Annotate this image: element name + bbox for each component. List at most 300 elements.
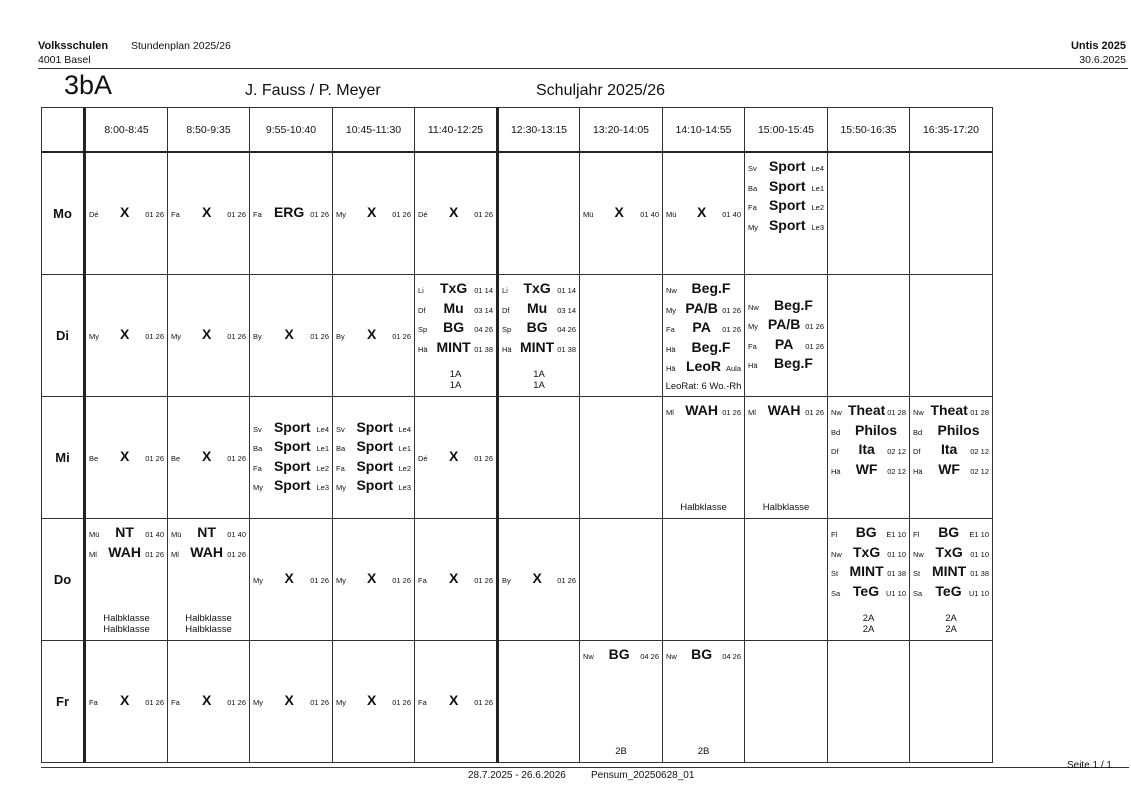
lesson-line xyxy=(89,448,164,468)
room-code: 01 38 xyxy=(970,569,989,578)
subject-code: X xyxy=(366,203,377,220)
lesson-cell xyxy=(745,397,828,519)
subject-code: Ita xyxy=(940,441,958,457)
room-code: Le3 xyxy=(316,483,329,492)
lesson-line xyxy=(666,358,741,378)
lesson-cell xyxy=(745,519,828,641)
group-label: Halbklasse xyxy=(103,623,150,635)
lesson-cell xyxy=(910,152,993,275)
period-header: 15:50-16:35 xyxy=(828,108,910,153)
cell-note: LeoRat: 6 Wo.-Rh xyxy=(665,381,742,392)
room-code: Le2 xyxy=(398,463,411,473)
teacher-code: Fl xyxy=(913,530,920,539)
lesson-line xyxy=(336,692,411,712)
room-code: 01 26 xyxy=(310,575,329,585)
teacher-code: My xyxy=(748,322,758,331)
lesson-line xyxy=(418,204,493,224)
group-label: Halbklasse xyxy=(185,623,232,635)
teacher-code: Nw xyxy=(831,408,842,417)
teacher-code: Nw xyxy=(666,652,677,661)
lesson-line xyxy=(913,441,989,461)
room-code: 03 14 xyxy=(557,305,576,315)
lesson-line xyxy=(253,477,329,497)
teacher-code: Sv xyxy=(253,424,262,434)
room-code: Le3 xyxy=(398,483,411,492)
subject-code: BG xyxy=(443,319,465,335)
room-code: 01 28 xyxy=(887,408,906,417)
subject-code: BG xyxy=(608,646,630,662)
lesson-line xyxy=(418,692,493,712)
lesson-line xyxy=(666,300,741,320)
teacher-code: By xyxy=(336,331,345,341)
lesson-cell xyxy=(85,641,168,763)
group-label: 2B xyxy=(615,745,627,757)
subject-code: Sport xyxy=(356,457,394,474)
lesson-line xyxy=(666,339,741,359)
room-code: Le4 xyxy=(811,164,824,173)
lesson-cell xyxy=(910,275,993,397)
subject-code: BG xyxy=(691,646,713,662)
lesson-cell xyxy=(250,275,333,397)
subject-code: WAH xyxy=(685,402,718,418)
room-code: 01 40 xyxy=(722,209,741,219)
lesson-cell xyxy=(663,397,745,519)
subject-code: Sport xyxy=(273,418,311,435)
subject-code: Beg.F xyxy=(774,355,813,371)
group-note xyxy=(745,503,827,514)
lesson-line xyxy=(418,319,493,339)
teacher-code: Hä xyxy=(666,344,676,354)
lesson-line xyxy=(336,458,411,478)
room-code: 04 26 xyxy=(474,325,493,334)
period-header: 8:50-9:35 xyxy=(168,108,250,153)
teacher-code: Dé xyxy=(418,209,428,219)
teacher-code: Mü xyxy=(666,209,677,219)
lesson-block xyxy=(89,397,164,518)
lesson-block xyxy=(831,524,906,602)
lesson-block xyxy=(831,402,906,480)
lesson-cell xyxy=(910,397,993,519)
subject-code: Sport xyxy=(273,438,311,454)
teacher-code: Fa xyxy=(748,203,757,212)
teacher-code: My xyxy=(253,575,263,585)
lesson-line xyxy=(171,524,246,544)
period-header: 15:00-15:45 xyxy=(745,108,828,153)
lesson-line xyxy=(336,204,411,224)
subject-code: X xyxy=(119,203,130,220)
teacher-code: Fa xyxy=(748,341,757,351)
room-code: 01 28 xyxy=(970,408,989,417)
lesson-block xyxy=(171,275,246,396)
period-header: 8:00-8:45 xyxy=(85,108,168,153)
room-code: 01 14 xyxy=(557,286,576,295)
subject-code: Mu xyxy=(527,299,548,316)
lesson-cell xyxy=(168,275,250,397)
room-code: 01 26 xyxy=(474,209,493,219)
lesson-line xyxy=(336,326,411,346)
group-label: Halbklasse xyxy=(103,613,150,624)
subject-code: MINT xyxy=(932,563,967,579)
teacher-code: Dé xyxy=(89,209,99,219)
lesson-line xyxy=(253,204,329,224)
teacher-code: By xyxy=(253,331,262,341)
teacher-code: My xyxy=(336,575,346,585)
lesson-block xyxy=(336,641,411,762)
lesson-cell xyxy=(745,152,828,275)
room-code: 01 10 xyxy=(887,549,906,559)
lesson-block xyxy=(418,519,493,640)
room-code: 01 26 xyxy=(805,408,824,417)
subject-code: Theat xyxy=(930,402,968,418)
subject-code: Sport xyxy=(356,438,394,454)
subject-code: BG xyxy=(855,524,877,540)
subject-code: X xyxy=(366,691,377,708)
subject-code: Mu xyxy=(443,299,464,316)
lesson-cell xyxy=(250,641,333,763)
teacher-code: Ml xyxy=(171,549,179,559)
room-code: 01 26 xyxy=(227,549,246,559)
room-code: 01 14 xyxy=(474,286,493,295)
subject-code: Beg.F xyxy=(774,296,813,313)
pensum-id: Pensum_20250628_01 xyxy=(591,770,695,781)
room-code: 02 12 xyxy=(970,447,989,456)
subject-code: WAH xyxy=(108,543,141,560)
subject-code: Beg.F xyxy=(691,338,731,355)
day-label: Do xyxy=(42,519,85,641)
lesson-line xyxy=(253,570,329,590)
lesson-cell xyxy=(415,397,498,519)
corner-cell xyxy=(42,108,85,153)
subject-code: X xyxy=(284,691,294,708)
day-row xyxy=(42,641,993,763)
room-code: 01 26 xyxy=(392,209,411,219)
lesson-line xyxy=(171,544,246,564)
subject-code: MINT xyxy=(849,563,884,579)
room-code: 01 26 xyxy=(145,697,164,707)
lesson-cell xyxy=(168,519,250,641)
subject-code: MINT xyxy=(520,338,555,355)
teacher-code: My xyxy=(253,697,263,707)
subject-code: Sport xyxy=(768,216,806,233)
lesson-cell xyxy=(333,275,415,397)
lesson-line xyxy=(831,524,906,544)
teacher-code: My xyxy=(666,305,676,315)
app-name: Untis 2025 xyxy=(1070,40,1126,52)
period-header: 12:30-13:15 xyxy=(498,108,580,153)
lesson-cell xyxy=(663,641,745,763)
lesson-line xyxy=(831,544,906,564)
room-code: 01 40 xyxy=(640,209,659,219)
subject-code: BG xyxy=(938,524,960,540)
lesson-line xyxy=(89,524,164,544)
subject-code: TeG xyxy=(935,582,962,599)
subject-code: NT xyxy=(197,524,216,540)
group-note xyxy=(499,370,579,391)
teacher-code: Bd xyxy=(831,427,841,437)
room-code: 01 26 xyxy=(227,453,246,463)
teacher-code: Sa xyxy=(831,588,841,598)
group-label: 2A xyxy=(945,623,957,635)
room-code: Le2 xyxy=(811,203,824,212)
teacher-code: Li xyxy=(418,286,424,295)
lesson-block xyxy=(748,402,824,422)
room-code: 01 26 xyxy=(392,331,411,341)
date-range: 28.7.2025 - 26.6.2026 xyxy=(468,770,566,781)
group-label: 1A xyxy=(533,369,545,380)
lesson-cell xyxy=(828,397,910,519)
subject-code: NT xyxy=(115,524,134,540)
group-label: 2A xyxy=(862,623,875,635)
teacher-code: Nw xyxy=(748,302,759,312)
teacher-code: Fl xyxy=(831,530,838,539)
room-code: 01 40 xyxy=(227,530,246,539)
lesson-cell xyxy=(580,519,663,641)
subject-code: X xyxy=(448,691,459,708)
day-row xyxy=(42,397,993,519)
room-code: 01 26 xyxy=(227,697,246,707)
lesson-cell xyxy=(333,641,415,763)
lesson-cell xyxy=(828,152,910,275)
room-code: 01 26 xyxy=(805,322,824,331)
subject-code: Sport xyxy=(356,477,394,493)
lesson-line xyxy=(913,402,989,422)
subject-code: WAH xyxy=(190,543,223,560)
subject-code: TxG xyxy=(852,543,881,560)
lesson-block xyxy=(418,397,493,518)
lesson-line xyxy=(913,583,989,603)
room-code: 03 14 xyxy=(474,305,493,315)
lesson-line xyxy=(913,422,989,442)
teacher-code: Ml xyxy=(748,408,756,417)
room-code: Le4 xyxy=(398,424,411,434)
subject-code: X xyxy=(448,203,459,220)
room-code: Le1 xyxy=(316,444,329,453)
teacher-code: Nw xyxy=(831,549,842,559)
subject-code: Philos xyxy=(937,421,980,438)
room-code: 01 26 xyxy=(805,341,824,351)
lesson-block xyxy=(89,641,164,762)
lesson-block xyxy=(171,641,246,762)
group-note xyxy=(910,614,992,635)
day-label: Mi xyxy=(42,397,85,519)
subject-code: TeG xyxy=(852,582,880,599)
teacher-code: Ml xyxy=(89,549,97,559)
lesson-cell xyxy=(498,152,580,275)
teacher-code: Bd xyxy=(913,427,923,437)
lesson-block xyxy=(336,153,411,274)
teacher-code: Mü xyxy=(171,530,182,539)
teacher-code: Sv xyxy=(336,424,345,434)
subject-code: X xyxy=(119,325,130,342)
room-code: E1 10 xyxy=(886,530,906,539)
teacher-code: Fa xyxy=(253,209,262,219)
subject-code: PA/B xyxy=(767,316,801,332)
room-code: Aula xyxy=(725,364,741,373)
room-code: 01 26 xyxy=(310,697,329,707)
lesson-line xyxy=(253,438,329,458)
lesson-cell xyxy=(498,275,580,397)
room-code: 01 38 xyxy=(887,569,906,578)
teacher-code: My xyxy=(336,483,346,492)
teacher-code: Df xyxy=(913,447,921,456)
lesson-line xyxy=(666,402,741,422)
lesson-line xyxy=(913,461,989,481)
lesson-block xyxy=(171,397,246,518)
lesson-cell xyxy=(168,641,250,763)
teacher-code: Fa xyxy=(418,697,427,707)
lesson-line xyxy=(336,570,411,590)
teacher-code: Nw xyxy=(913,549,924,559)
class-teachers: J. Fauss / P. Meyer xyxy=(245,82,381,99)
school-name: Volksschulen xyxy=(38,40,109,52)
teacher-code: Df xyxy=(502,305,510,315)
lesson-block xyxy=(336,397,411,518)
lesson-line xyxy=(502,300,576,320)
day-row xyxy=(42,519,993,641)
room-code: 01 26 xyxy=(145,549,164,559)
lesson-line xyxy=(748,402,824,422)
teacher-code: Fa xyxy=(171,697,180,707)
lesson-line xyxy=(831,422,906,442)
group-label: 1A xyxy=(449,369,462,380)
lesson-line xyxy=(418,448,493,468)
period-header: 13:20-14:05 xyxy=(580,108,663,153)
subject-code: Ita xyxy=(858,441,875,457)
subject-code: X xyxy=(284,569,294,586)
lesson-cell xyxy=(910,519,993,641)
period-header: 16:35-17:20 xyxy=(910,108,993,153)
lesson-line xyxy=(418,300,493,320)
room-code: 01 40 xyxy=(145,530,164,539)
document-subtitle: Stundenplan 2025/26 xyxy=(131,40,231,52)
lesson-cell xyxy=(498,397,580,519)
room-code: 01 38 xyxy=(474,344,493,354)
teacher-code: Hä xyxy=(913,466,923,476)
subject-code: X xyxy=(614,203,624,220)
subject-code: Sport xyxy=(768,158,806,174)
subject-code: X xyxy=(696,203,707,220)
lesson-cell xyxy=(168,397,250,519)
teacher-code: Nw xyxy=(913,408,924,417)
lesson-cell xyxy=(85,397,168,519)
teacher-code: Hä xyxy=(418,344,428,354)
lesson-cell xyxy=(333,397,415,519)
room-code: 04 26 xyxy=(557,325,576,334)
lesson-cell xyxy=(828,641,910,763)
lesson-block xyxy=(253,153,329,274)
teacher-code: Fa xyxy=(171,209,180,219)
lesson-line xyxy=(666,319,741,339)
lesson-line xyxy=(583,646,659,666)
room-code: 01 26 xyxy=(557,575,576,585)
room-code: 01 26 xyxy=(474,453,493,463)
teacher-code: Ba xyxy=(336,444,346,453)
lesson-block xyxy=(89,524,164,563)
room-code: 04 26 xyxy=(722,652,741,661)
teacher-code: St xyxy=(831,569,839,578)
lesson-cell xyxy=(580,641,663,763)
teacher-code: Fa xyxy=(253,463,262,473)
lesson-cell xyxy=(168,152,250,275)
room-code: 01 26 xyxy=(474,697,493,707)
group-label: 2A xyxy=(945,613,957,624)
lesson-block xyxy=(253,397,329,518)
group-note xyxy=(86,614,167,635)
teacher-code: My xyxy=(748,222,758,232)
lesson-cell xyxy=(663,275,745,397)
teacher-code: Nw xyxy=(666,286,677,295)
lesson-line xyxy=(913,544,989,564)
page-number: Seite 1 / 1 xyxy=(1066,760,1112,771)
lesson-line xyxy=(89,544,164,564)
room-code: 01 26 xyxy=(474,575,493,585)
lesson-cell xyxy=(333,152,415,275)
room-code: 04 26 xyxy=(640,652,659,661)
lesson-cell xyxy=(828,519,910,641)
lesson-cell xyxy=(250,152,333,275)
teacher-code: Dé xyxy=(418,453,428,463)
subject-code: X xyxy=(201,691,212,708)
lesson-line xyxy=(253,326,329,346)
group-label: Halbklasse xyxy=(762,501,810,513)
subject-code: X xyxy=(366,325,377,342)
subject-code: Sport xyxy=(356,418,394,435)
lesson-cell xyxy=(415,152,498,275)
lesson-cell xyxy=(580,152,663,275)
day-row xyxy=(42,275,993,397)
lesson-line xyxy=(748,158,824,178)
teacher-code: Li xyxy=(502,286,508,295)
day-label: Fr xyxy=(42,641,85,763)
teacher-code: St xyxy=(913,569,921,578)
lesson-block xyxy=(253,275,329,396)
room-code: Le1 xyxy=(811,183,824,193)
lesson-cell xyxy=(333,519,415,641)
day-row xyxy=(42,152,993,275)
subject-code: Sport xyxy=(768,197,806,213)
lesson-cell xyxy=(498,519,580,641)
lesson-cell xyxy=(250,519,333,641)
lesson-cell xyxy=(580,275,663,397)
teacher-code: My xyxy=(336,697,346,707)
lesson-cell xyxy=(415,641,498,763)
lesson-block xyxy=(666,402,741,422)
teacher-code: Df xyxy=(418,305,426,315)
lesson-line xyxy=(171,448,246,468)
day-label: Mo xyxy=(42,152,85,275)
subject-code: Sport xyxy=(768,177,806,194)
lesson-line xyxy=(583,204,659,224)
room-code: 01 26 xyxy=(310,331,329,341)
subject-code: MINT xyxy=(436,338,471,355)
lesson-line xyxy=(171,204,246,224)
lesson-cell xyxy=(910,641,993,763)
room-code: 01 26 xyxy=(145,331,164,341)
teacher-code: My xyxy=(253,483,263,492)
subject-code: X xyxy=(119,691,130,708)
lesson-cell xyxy=(663,152,745,275)
lesson-block xyxy=(171,524,246,563)
group-label: 2B xyxy=(697,745,710,757)
room-code: 01 26 xyxy=(722,325,741,334)
teacher-code: Be xyxy=(89,453,99,463)
lesson-line xyxy=(171,326,246,346)
lesson-line xyxy=(748,336,824,356)
group-note xyxy=(663,747,744,758)
room-code: 01 26 xyxy=(145,453,164,463)
lesson-block xyxy=(748,275,824,396)
teacher-code: Fa xyxy=(666,325,675,334)
